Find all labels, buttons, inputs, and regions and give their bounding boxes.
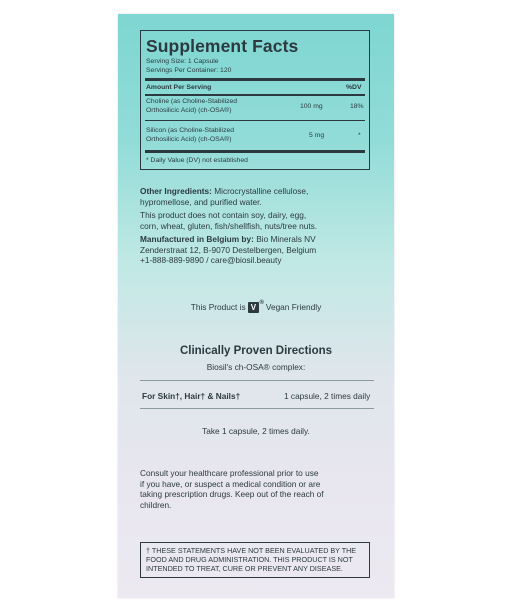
fda-disclaimer-line1: † THESE STATEMENTS HAVE NOT BEEN EVALUATED BY THE bbox=[146, 546, 357, 555]
supplement-facts-title: Supplement Facts bbox=[146, 36, 299, 56]
other-ingredients: Other Ingredients: Microcrystalline cellulose, hypromellose, and purified water. bbox=[140, 186, 309, 207]
row-divider bbox=[145, 120, 365, 121]
silicon-name-line2: Orthosilicic Acid) (ch-OSA®) bbox=[146, 136, 232, 143]
choline-dv: 18% bbox=[350, 103, 364, 110]
dv-footnote: * Daily Value (DV) not established bbox=[146, 157, 248, 164]
choline-name-line1: Choline (as Choline-Stabilized bbox=[146, 98, 238, 105]
directions-mid-rule bbox=[140, 408, 374, 409]
fda-disclaimer-line2: FOOD AND DRUG ADMINISTRATION. THIS PRODUCT IS NOT bbox=[146, 555, 353, 564]
allergen-statement: This product does not contain soy, dairy, egg, corn, wheat, gluten, fish/shellfish, nuts/tree nuts. bbox=[140, 210, 318, 231]
manufacturer-info: Manufactured in Belgium by: Bio Minerals NV Zenderstraat 12, B-9070 Destelbergen, Belgium +1-888-889-9890 / care@biosil.beauty bbox=[140, 234, 317, 266]
servings-per-container: Servings Per Container: 120 bbox=[146, 67, 232, 74]
silicon-name-line1: Silicon (as Choline-Stabilized bbox=[146, 127, 235, 134]
directions-title: Clinically Proven Directions bbox=[179, 345, 333, 357]
thick-rule bbox=[145, 78, 365, 81]
silicon-dv: * bbox=[358, 132, 361, 139]
bottom-thick-rule bbox=[145, 150, 365, 153]
directions-top-rule bbox=[140, 380, 374, 381]
fda-disclaimer-line3: INTENDED TO TREAT, CURE OR PREVENT ANY DISEASE. bbox=[146, 564, 343, 573]
fda-disclaimer-box bbox=[140, 542, 370, 578]
dv-header: %DV bbox=[346, 84, 362, 91]
warning-text: Consult your healthcare professional prior to use if you have, or suspect a medical condition or are taking prescription drugs. Keep out of the reach of children. bbox=[140, 468, 324, 510]
directions-for-label: For Skin†, Hair† & Nails† bbox=[142, 391, 241, 401]
serving-size: Serving Size: 1 Capsule bbox=[146, 58, 219, 65]
directions-subtitle: Biosil's ch-OSA® complex: bbox=[206, 362, 306, 372]
silicon-amount: 5 mg bbox=[309, 132, 325, 139]
header-rule bbox=[145, 94, 365, 96]
choline-amount: 100 mg bbox=[300, 103, 323, 110]
directions-take: Take 1 capsule, 2 times daily. bbox=[202, 426, 310, 436]
choline-name-line2: Orthosilicic Acid) (ch-OSA®) bbox=[146, 107, 232, 114]
vegan-icon: V ® bbox=[248, 302, 259, 313]
amount-per-serving-header: Amount Per Serving bbox=[146, 84, 212, 91]
vegan-statement: This Product is V ® Vegan Friendly bbox=[190, 300, 322, 313]
directions-for-value: 1 capsule, 2 times daily bbox=[284, 391, 371, 401]
